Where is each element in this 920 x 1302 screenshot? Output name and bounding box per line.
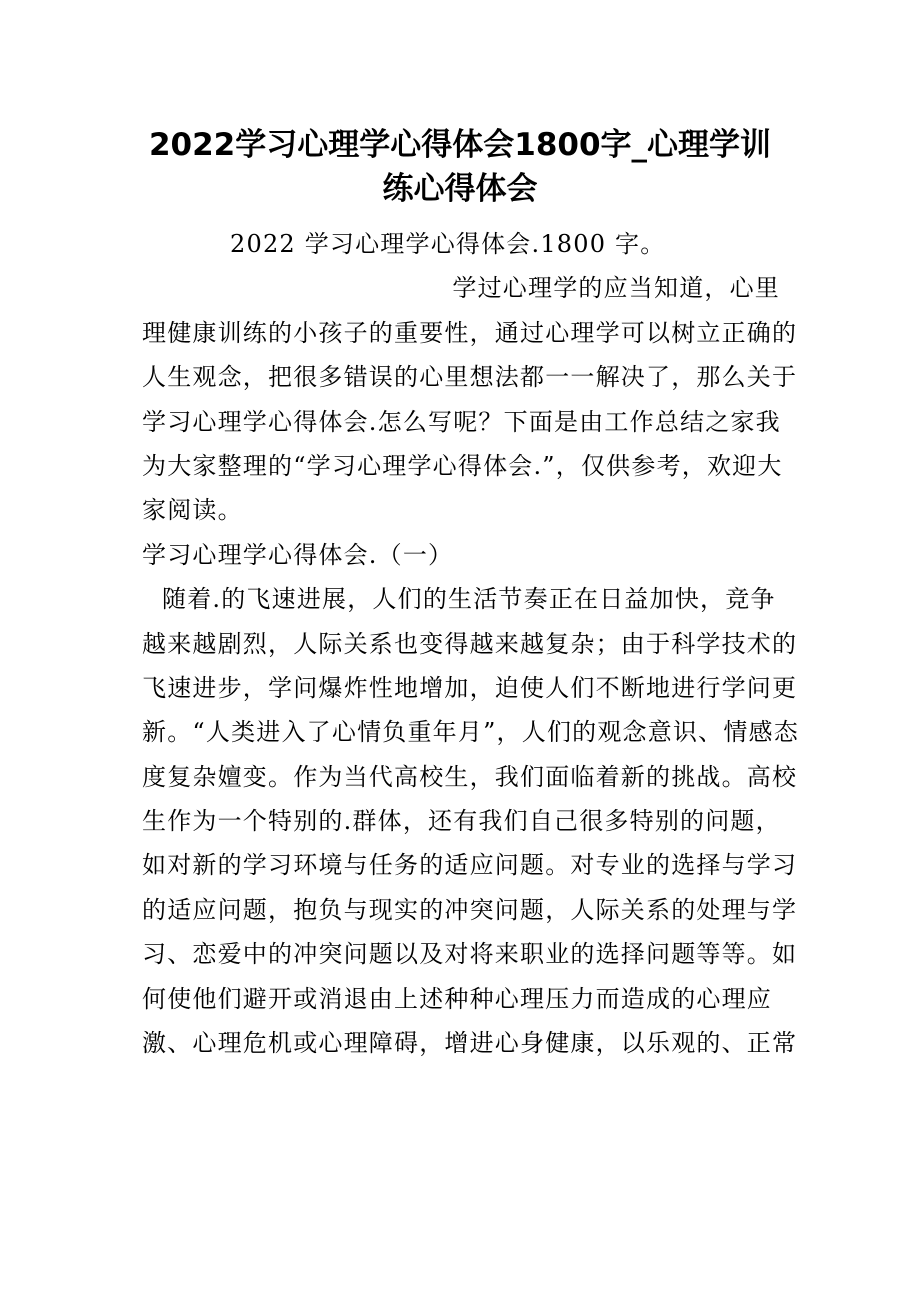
section-paragraph <box>142 577 799 1065</box>
intro-line-6: 家阅读。 <box>142 496 243 525</box>
section-line-10: 何使他们避开或消退由上述种种心理压力而造成的心理应 <box>142 984 772 1013</box>
intro-line-3: 人生观念，把很多错误的心里想法都一一解决了，那么关于 <box>142 363 798 392</box>
section-line-3: 飞速进步，学问爆炸性地增加，迫使人们不断地进行学问更 <box>142 673 798 702</box>
document-body <box>142 222 799 1065</box>
intro-line-4: 学习心理学心得体会.怎么写呢？下面是由工作总结之家我 <box>142 407 781 436</box>
section-line-4: 新。“人类进入了心情负重年月”，人们的观念意识、情感态 <box>142 718 799 747</box>
title-line-2: 练心得体会 <box>382 171 538 208</box>
title-line-1: 2022学习心理学心得体会1800字_心理学训 <box>148 127 772 163</box>
intro-line-5: 为大家整理的“学习心理学心得体会.”，仅供参考，欢迎大 <box>142 451 783 480</box>
section-line-8: 的适应问题，抱负与现实的冲突问题，人际关系的处理与学 <box>142 895 798 924</box>
document-subtitle: 2022 学习心理学心得体会.1800 字。 <box>230 230 666 258</box>
section-line-1: 随着.的飞速进展，人们的生活节奏正在日益加快，竞争 <box>162 585 776 614</box>
section-line-5: 度复杂嬗变。作为当代高校生，我们面临着新的挑战。高校 <box>142 762 798 791</box>
section-heading: 学习心理学心得体会.（一） <box>142 540 454 569</box>
intro-line-2: 理健康训练的小孩子的重要性，通过心理学可以树立正确的 <box>142 318 798 347</box>
section-line-6: 生作为一个特别的.群体，还有我们自己很多特别的问题， <box>142 807 781 836</box>
section-line-2: 越来越剧烈，人际关系也变得越来越复杂；由于科学技术的 <box>142 629 798 658</box>
section-line-7: 如对新的学习环境与任务的适应问题。对专业的选择与学习 <box>142 851 798 880</box>
section-line-11: 激、心理危机或心理障碍，增进心身健康，以乐观的、正常 <box>142 1029 798 1058</box>
document-title <box>140 118 780 207</box>
section-line-9: 习、恋爱中的冲突问题以及对将来职业的选择问题等等。如 <box>142 940 798 969</box>
intro-paragraph <box>142 266 798 532</box>
intro-line-1: 学过心理学的应当知道，心里 <box>452 274 780 303</box>
